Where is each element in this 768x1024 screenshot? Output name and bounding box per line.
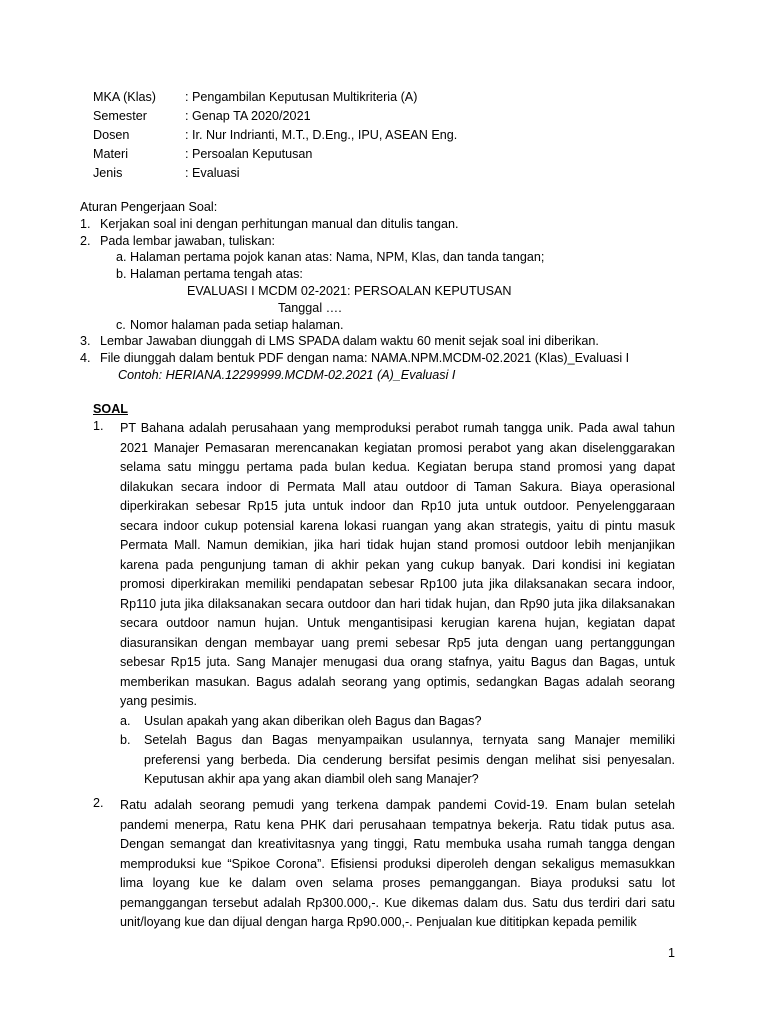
header-value: : Evaluasi	[185, 166, 240, 180]
rule-subitem	[80, 266, 680, 283]
rule-text: Kerjakan soal ini dengan perhitungan manual dan ditulis tangan.	[100, 216, 459, 231]
header-row-material	[93, 145, 457, 164]
rules-title: Aturan Pengerjaan Soal:	[80, 200, 218, 214]
centered-date-line: Tanggal ….	[278, 300, 342, 315]
subitem-letter: b.	[116, 267, 127, 282]
question-1-body	[120, 419, 675, 790]
rule-item	[80, 350, 680, 367]
question-number: 2.	[93, 796, 104, 810]
option-text: Setelah Bagus dan Bagas menyampaikan usulannya, ternyata sang Manajer memiliki preferensi yang berbeda. Dia cenderung bersifat pesimis dengan melihat sisi penyesalan. Keputusan akhir apa yang akan diambil oleh sang Manajer?	[144, 733, 675, 786]
header-label: Semester	[93, 109, 147, 123]
rule-item	[80, 216, 680, 233]
subitem-text: Halaman pertama tengah atas:	[130, 267, 303, 282]
soal-heading: SOAL	[93, 402, 128, 416]
rule-item	[80, 233, 680, 250]
question-2-text: Ratu adalah seorang pemudi yang terkena dampak pandemi Covid-19. Enam bulan setelah pandemi menerpa, Ratu kena PHK dari perusahaan tempatnya bekerja. Ratu tidak putus asa. Dengan semangat dan kreativitasnya yang tinggi, Ratu membuka usaha rumah tangga dengan memproduksi kue “Spikoe Corona”. Efisiensi produksi diperoleh dengan sekaligus memasukkan lima loyang kue ke dalam oven selama proses pemanggangan. Biaya produksi satu lot pemanggangan tersebut adalah Rp300.000,-. Kue dikemas dalam dus. Satu dus terdiri dari satu unit/loyang kue dan dijual dengan harga Rp90.000,-. Penjualan kue dititipkan kepada pemilik	[120, 798, 675, 929]
question-2-body	[120, 796, 675, 933]
question-2	[93, 796, 675, 933]
header-block	[93, 88, 457, 183]
header-row-lecturer	[93, 126, 457, 145]
rule-item	[80, 333, 680, 350]
centered-title-line: EVALUASI I MCDM 02-2021: PERSOALAN KEPUTUSAN	[187, 283, 512, 298]
rule-example: Contoh: HERIANA.12299999.MCDM-02.2021 (A)_Evaluasi I	[118, 367, 456, 382]
rule-number: 3.	[80, 334, 91, 349]
rule-text: Pada lembar jawaban, tuliskan:	[100, 233, 276, 248]
header-value: : Genap TA 2020/2021	[185, 109, 311, 123]
rule-number: 1.	[80, 216, 91, 231]
header-label: Dosen	[93, 128, 130, 142]
header-row-type	[93, 164, 457, 183]
page-number: 1	[667, 946, 675, 960]
question-1-option-b	[120, 731, 675, 790]
header-label: Materi	[93, 147, 128, 161]
subitem-letter: c.	[116, 317, 126, 332]
question-1-text: PT Bahana adalah perusahaan yang memproduksi perabot rumah tangga unik. Pada awal tahun 2021 Manajer Pemasaran merencanakan kegiatan promosi perabot yang akan diselenggarakan selama satu minggu pertama pada bulan kedua. Kegiatan berupa stand promosi yang dapat dilakukan secara indoor di Permata Mall atau outdoor di Taman Sakura. Biaya operasional diperkirakan sebesar Rp15 juta untuk indoor dan Rp10 juta untuk outdoor. Penyelenggaraan secara indoor cukup potensial karena lokasi ruangan yang akan strategis, yaitu di pintu masuk Permata Mall. Namun demikian, jika hari tidak hujan stand promosi outdoor lebih menjanjikan karena pada pengunjung taman di akhir pekan yang cukup banyak. Dari kondisi ini kegiatan promosi diperkirakan memiliki pendapatan sebesar Rp100 juta jika dilaksanakan secara indoor, Rp110 juta jika dilaksanakan secara outdoor dan hari tidak hujan, dan Rp90 juta jika dilaksanakan secara outdoor namun hujan. Untuk mengantisipasi kerugian karena hujan, kegiatan dapat diasuransikan dengan membayar uang premi sebesar Rp5 juta dengan uang pertanggungan sebesar Rp15 juta. Sang Manajer menugasi dua orang stafnya, yaitu Bagus dan Bagas, untuk memberikan masukan. Bagus adalah seorang yang optimis, sedangkan Bagas adalah seorang yang pesimis.	[120, 421, 675, 708]
header-row-course	[93, 88, 457, 107]
rule-subitem	[80, 317, 680, 334]
option-letter: a.	[120, 713, 131, 728]
rule-subitem	[80, 249, 680, 266]
header-row-semester	[93, 107, 457, 126]
rules-section	[80, 199, 680, 384]
option-text: Usulan apakah yang akan diberikan oleh Bagus dan Bagas?	[144, 713, 482, 728]
header-label: MKA (Klas)	[93, 90, 156, 104]
rule-number: 2.	[80, 233, 91, 248]
question-number: 1.	[93, 419, 104, 433]
question-1	[93, 419, 675, 790]
rule-text: File diunggah dalam bentuk PDF dengan nama: NAMA.NPM.MCDM-02.2021 (Klas)_Evaluasi I	[100, 351, 630, 366]
header-value: : Persoalan Keputusan	[185, 147, 313, 161]
subitem-text: Nomor halaman pada setiap halaman.	[130, 317, 344, 332]
rule-text: Lembar Jawaban diunggah di LMS SPADA dalam waktu 60 menit sejak soal ini diberikan.	[100, 334, 599, 349]
option-letter: b.	[120, 733, 131, 747]
question-1-option-a	[120, 712, 675, 732]
subitem-letter: a.	[116, 250, 127, 265]
header-value: : Ir. Nur Indrianti, M.T., D.Eng., IPU, ASEAN Eng.	[185, 128, 458, 142]
header-label: Jenis	[93, 166, 123, 180]
rule-number: 4.	[80, 351, 91, 366]
header-value: : Pengambilan Keputusan Multikriteria (A)	[185, 90, 418, 104]
subitem-text: Halaman pertama pojok kanan atas: Nama, NPM, Klas, dan tanda tangan;	[130, 250, 545, 265]
